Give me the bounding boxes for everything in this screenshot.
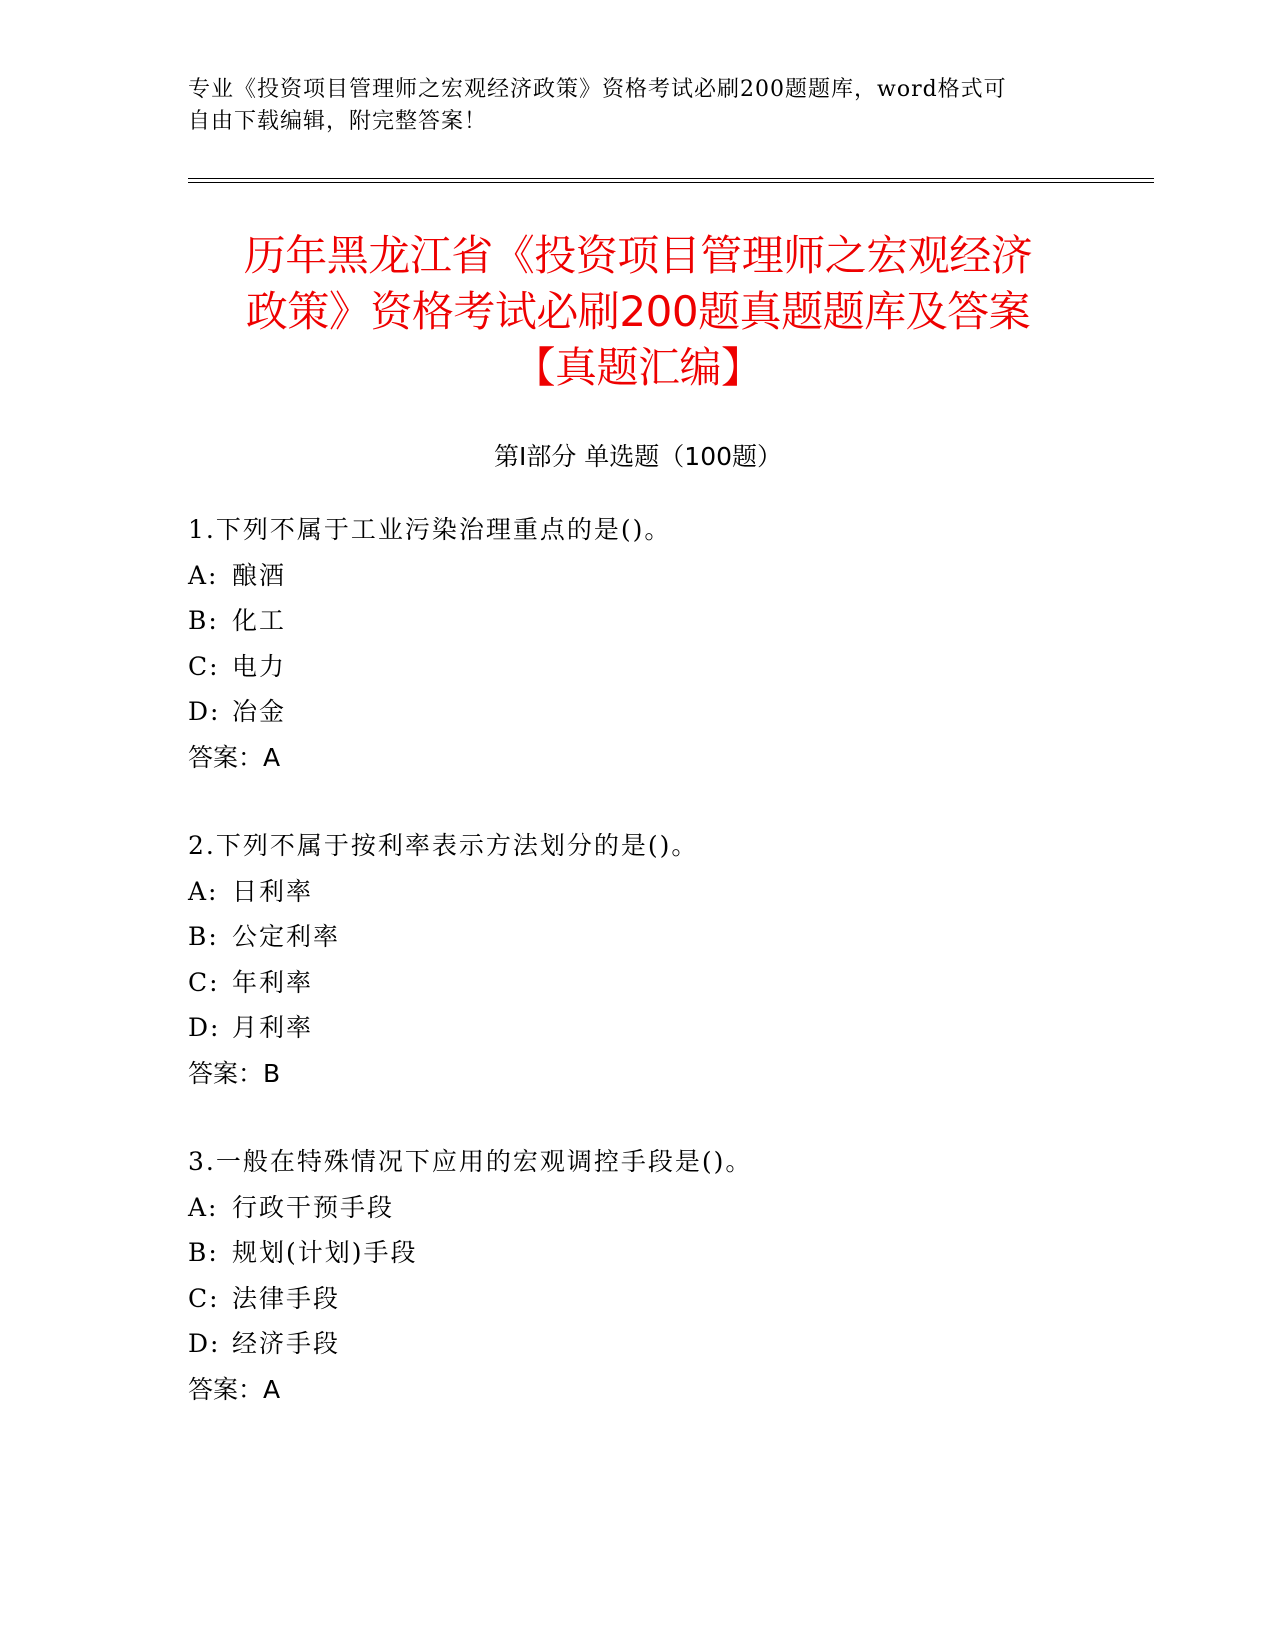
intro-line-1: 专业《投资项目管理师之宏观经济政策》资格考试必刷200题题库，word格式可 [188,77,1007,102]
option-key: C: [188,967,220,997]
option-text: 冶金 [232,697,287,726]
option-b [188,1230,1148,1276]
option-a [188,1185,1148,1231]
option-a [188,869,1148,915]
option-b [188,914,1148,960]
option-key: B: [188,922,219,951]
option-key: B: [188,1238,219,1267]
option-key: D: [188,1013,221,1042]
option-key: A: [188,560,219,590]
option-d [188,1005,1148,1051]
option-text: 化工 [232,606,287,635]
intro-line-2: 自由下载编辑，附完整答案！ [188,109,488,134]
option-text: 日利率 [232,876,314,906]
title-line-2: 政策》资格考试必刷200题真题题库及答案 [245,287,1031,336]
question-stem: 1.下列不属于工业污染治理重点的是()。 [188,515,672,544]
question-3 [188,1139,1148,1412]
option-text: 规划(计划)手段 [232,1238,418,1267]
question-1 [188,507,1148,780]
document-title [188,228,1088,396]
option-d [188,689,1148,735]
option-c [188,644,1148,690]
title-line-3: 【真题汇编】 [513,343,763,392]
option-text: 酿酒 [232,560,287,590]
option-key: D: [188,697,221,726]
option-text: 电力 [232,651,287,681]
option-a [188,553,1148,599]
option-text: 年利率 [232,967,314,997]
option-c [188,960,1148,1006]
option-d [188,1321,1148,1367]
answer: 答案：A [188,1374,281,1404]
question-2 [188,823,1148,1096]
option-text: 法律手段 [232,1283,341,1313]
question-stem: 3.一般在特殊情况下应用的宏观调控手段是()。 [188,1147,753,1176]
option-key: C: [188,651,220,681]
answer: 答案：A [188,742,281,772]
option-text: 行政干预手段 [232,1192,395,1222]
option-text: 公定利率 [232,922,341,951]
title-line-1: 历年黑龙江省《投资项目管理师之宏观经济 [243,231,1033,280]
option-key: A: [188,876,219,906]
answer: 答案：B [188,1058,281,1088]
question-stem: 2.下列不属于按利率表示方法划分的是()。 [188,831,699,860]
section-heading: 第Ⅰ部分 单选题（100题） [493,442,783,471]
option-key: C: [188,1283,220,1313]
option-b [188,598,1148,644]
option-c [188,1276,1148,1322]
header-rule-bottom [188,182,1154,183]
option-text: 月利率 [232,1013,314,1042]
option-text: 经济手段 [232,1329,341,1358]
option-key: D: [188,1329,221,1358]
option-key: A: [188,1192,219,1222]
header-rule-top [188,178,1154,179]
intro-note [188,74,1068,138]
option-key: B: [188,606,219,635]
